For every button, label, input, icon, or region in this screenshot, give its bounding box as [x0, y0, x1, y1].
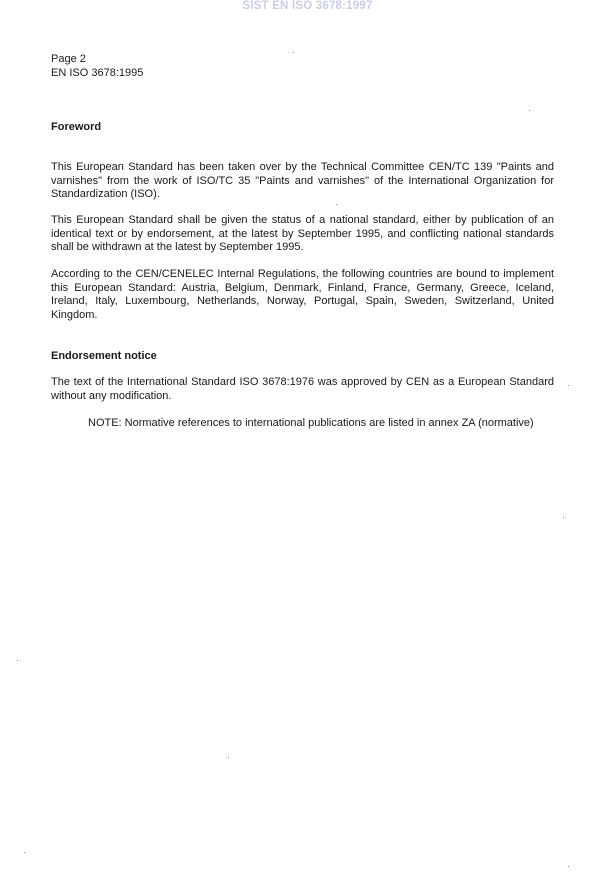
- scan-speck: [293, 52, 294, 53]
- scan-speck: [336, 204, 337, 205]
- scan-speck: [529, 110, 530, 111]
- foreword-paragraph-2: This European Standard shall be given the status of a national standard, either by publication of an identical text or by endorsement, at the latest by September 1995, and conflicting national standards shall be withdrawn at the latest by September 1995.: [51, 214, 554, 254]
- scan-speck: [568, 866, 569, 867]
- scan-speck: [228, 757, 229, 758]
- scan-speck: [24, 852, 25, 853]
- standard-id: EN ISO 3678:1995: [51, 67, 144, 79]
- endorsement-heading: Endorsement notice: [51, 350, 157, 362]
- foreword-paragraph-1: This European Standard has been taken over by the Technical Committee CEN/TC 139 "Paints and varnishes" from the work of ISO/TC 35 "Paints and varnishes" of the International Organization for Standardization (ISO).: [51, 161, 554, 201]
- scan-speck: [563, 517, 564, 518]
- scan-speck: [17, 660, 18, 661]
- endorsement-paragraph: The text of the International Standard ISO 3678:1976 was approved by CEN as a European Standard without any modification.: [51, 376, 554, 402]
- foreword-paragraph-3: According to the CEN/CENELEC Internal Regulations, the following countries are bound to implement this European Standard: Austria, Belgium, Denmark, Finland, France, Germany, Greece, Iceland, Ireland, Italy, Luxembourg, Netherlands, Norway, Portugal, Spain, Sweden, Switzerland, United Kingdom.: [51, 268, 554, 321]
- page-number: Page 2: [51, 53, 86, 65]
- page-header: [51, 52, 143, 80]
- scan-speck: [568, 385, 569, 386]
- foreword-heading: Foreword: [51, 121, 102, 133]
- watermark: SIST EN ISO 3678:1997: [242, 0, 373, 12]
- endorsement-note: NOTE: Normative references to international publications are listed in annex ZA (normative): [88, 417, 534, 429]
